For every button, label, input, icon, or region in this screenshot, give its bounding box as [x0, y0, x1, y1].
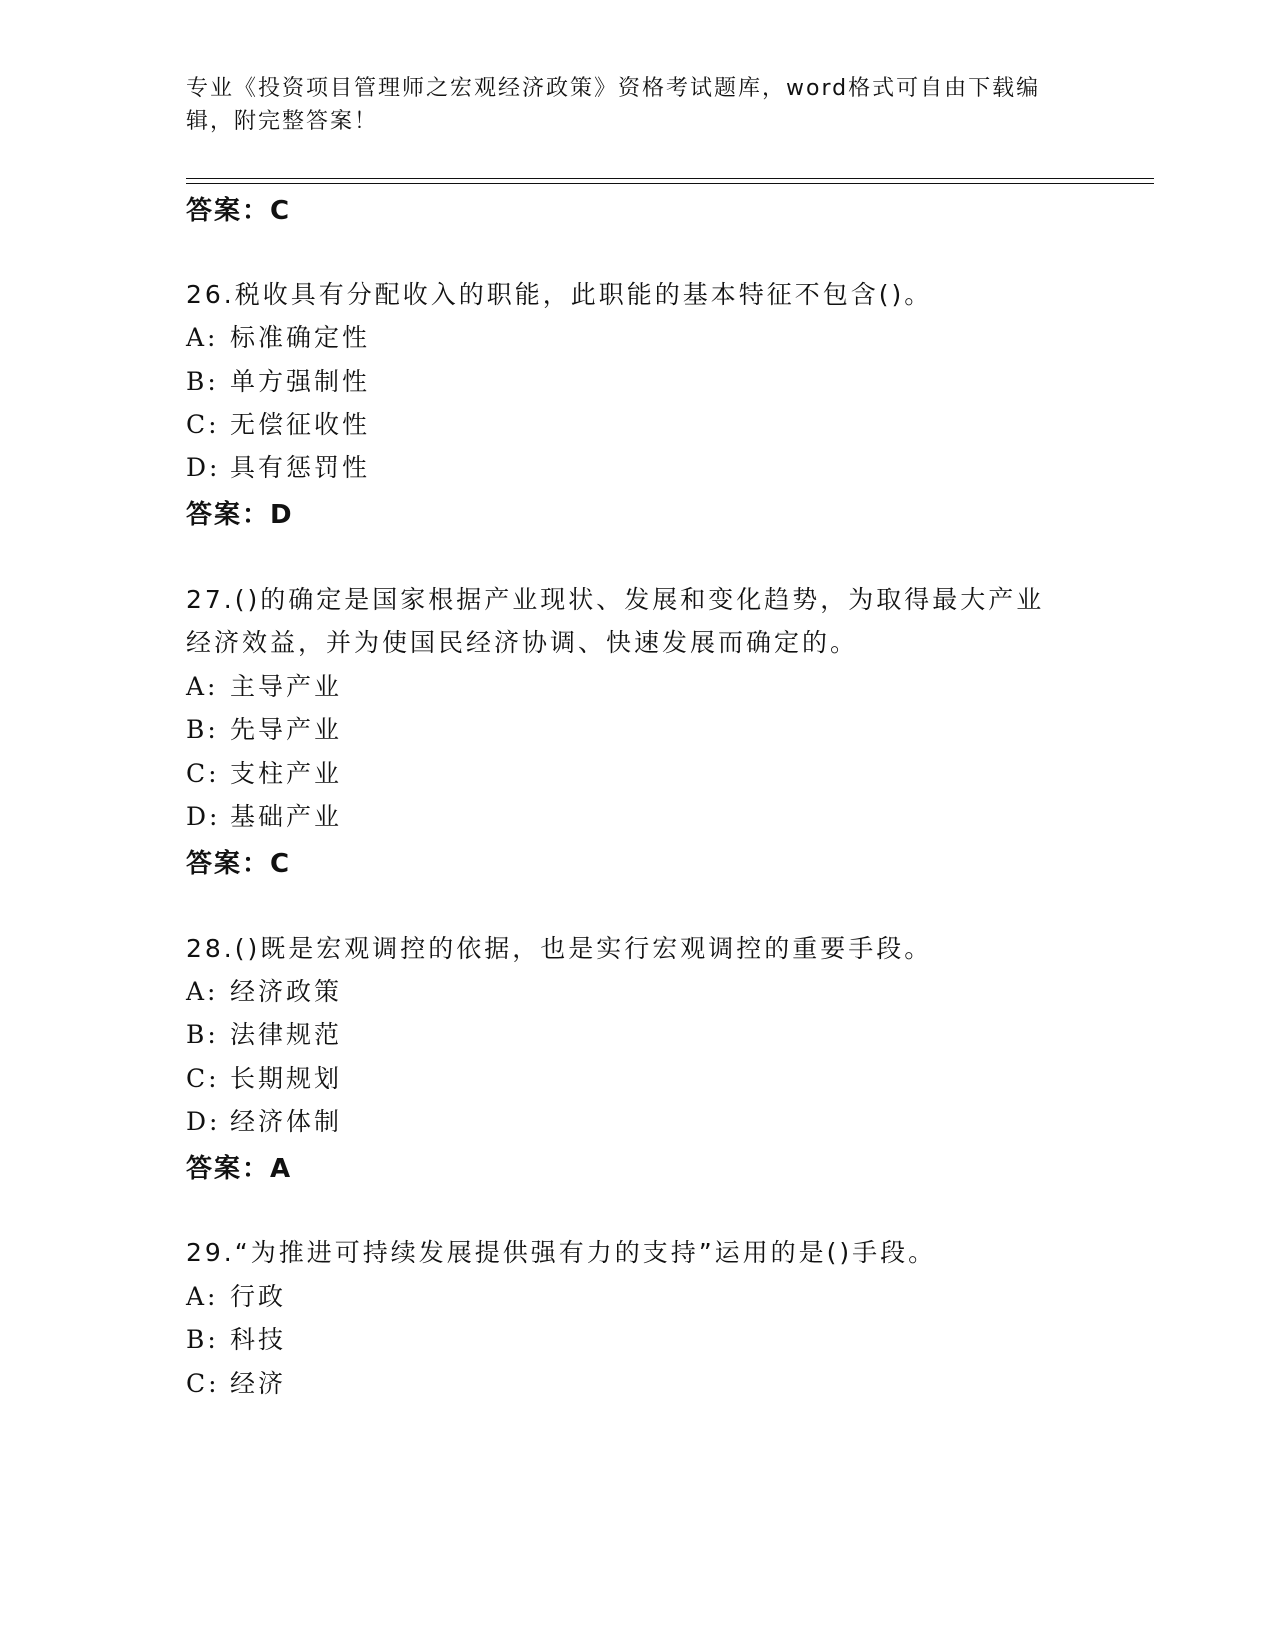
- option-b: [186, 1015, 342, 1051]
- option-text: 长期规划: [230, 1064, 343, 1093]
- option-text: 经济体制: [230, 1107, 343, 1136]
- question-stem: 27.()的确定是国家根据产业现状、发展和变化趋势，为取得最大产业: [186, 585, 1045, 614]
- question-stem: 29.“为推进可持续发展提供强有力的支持”运用的是()手段。: [186, 1238, 937, 1267]
- option-letter: B:: [186, 715, 219, 744]
- header-divider-top: [186, 178, 1154, 179]
- option-c: [186, 1364, 286, 1400]
- option-letter: C:: [186, 759, 220, 788]
- header-line-1: 专业《投资项目管理师之宏观经济政策》资格考试题库，word格式可自由下载编: [186, 76, 1041, 101]
- option-text: 标准确定性: [230, 323, 371, 352]
- header-line-2: 辑，附完整答案！: [186, 109, 379, 134]
- option-a: [186, 972, 342, 1008]
- question-stem: 26.税收具有分配收入的职能，此职能的基本特征不包含()。: [186, 280, 933, 309]
- option-text: 经济: [230, 1369, 287, 1398]
- option-text: 支柱产业: [230, 759, 343, 788]
- question-stem-continued: 经济效益，并为使国民经济协调、快速发展而确定的。: [186, 628, 859, 657]
- option-letter: B:: [186, 1325, 219, 1354]
- option-text: 单方强制性: [230, 367, 371, 396]
- answer-line: 答案：C: [186, 196, 292, 226]
- option-letter: B:: [186, 367, 219, 396]
- option-text: 基础产业: [230, 802, 343, 831]
- option-d: [186, 448, 370, 484]
- document-header: [186, 72, 1066, 138]
- option-text: 主导产业: [230, 672, 343, 701]
- option-c: [186, 405, 370, 441]
- answer-line: 答案：A: [186, 1154, 293, 1184]
- header-divider-bottom: [186, 183, 1154, 184]
- option-text: 具有惩罚性: [230, 453, 371, 482]
- option-b: [186, 710, 342, 746]
- option-letter: C:: [186, 410, 220, 439]
- option-letter: D:: [186, 1107, 221, 1136]
- answer-line: 答案：D: [186, 500, 294, 530]
- option-text: 法律规范: [230, 1020, 343, 1049]
- option-text: 行政: [230, 1282, 287, 1311]
- question-stem: 28.()既是宏观调控的依据，也是实行宏观调控的重要手段。: [186, 934, 933, 963]
- option-letter: C:: [186, 1064, 220, 1093]
- option-text: 无偿征收性: [230, 410, 371, 439]
- option-c: [186, 754, 342, 790]
- option-c: [186, 1059, 342, 1095]
- option-text: 先导产业: [230, 715, 343, 744]
- option-text: 经济政策: [230, 977, 343, 1006]
- option-letter: D:: [186, 453, 221, 482]
- option-letter: A:: [186, 1282, 219, 1311]
- option-d: [186, 797, 342, 833]
- option-a: [186, 667, 342, 703]
- option-letter: B:: [186, 1020, 219, 1049]
- option-letter: C:: [186, 1369, 220, 1398]
- option-d: [186, 1102, 342, 1138]
- option-a: [186, 1277, 286, 1313]
- option-letter: D:: [186, 802, 221, 831]
- option-b: [186, 1320, 286, 1356]
- option-letter: A:: [186, 977, 219, 1006]
- option-text: 科技: [230, 1325, 287, 1354]
- option-letter: A:: [186, 672, 219, 701]
- option-a: [186, 318, 370, 354]
- option-letter: A:: [186, 323, 219, 352]
- answer-line: 答案：C: [186, 849, 292, 879]
- option-b: [186, 362, 370, 398]
